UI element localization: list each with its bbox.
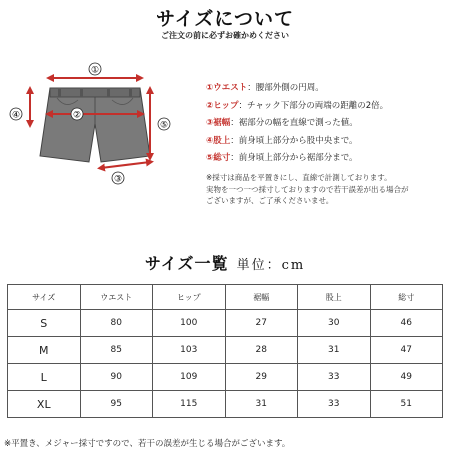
legend-item-waist <box>206 80 446 98</box>
legend-key: ①ウエスト <box>206 83 248 93</box>
size-table-title: サイズ一覧 <box>144 254 229 273</box>
legend-desc: ：チャック下部分の両端の距離の2倍。 <box>238 100 389 111</box>
table-cell: 33 <box>298 364 371 391</box>
legend-item-hem <box>206 115 446 133</box>
note-line: ※採寸は商品を平置きにし、直線で計測しております。 <box>206 173 392 182</box>
legend-item-length <box>206 150 446 168</box>
legend-item-rise <box>206 133 446 151</box>
legend-desc: ：前身頃上部分から裾部分まで。 <box>230 153 358 163</box>
table-cell: 90 <box>80 364 153 391</box>
legend-item-hip <box>206 98 446 116</box>
table-cell: 100 <box>153 310 226 337</box>
column-header: サイズ <box>8 285 81 310</box>
column-header: ヒップ <box>153 285 226 310</box>
legend-desc: ：前身頃上部分から股中央まで。 <box>230 135 358 146</box>
table-cell: M <box>8 337 81 364</box>
legend-key: ③裾幅 <box>206 118 231 128</box>
table-cell: 29 <box>225 364 298 391</box>
table-cell: 27 <box>225 310 298 337</box>
size-table <box>7 284 443 418</box>
marker-4-label: ④ <box>11 110 21 121</box>
table-row <box>8 391 443 418</box>
note-line: ございますが、ご了承くださいませ。 <box>206 196 334 205</box>
table-row <box>8 337 443 364</box>
table-cell: 109 <box>153 364 226 391</box>
legend-desc: ：裾部分の幅を直線で測った値。 <box>230 118 358 128</box>
marker-5-label: ⑤ <box>159 120 169 131</box>
table-cell: 31 <box>225 391 298 418</box>
size-table-unit: 単位：cm <box>236 258 306 273</box>
legend-key: ②ヒップ <box>206 100 239 111</box>
table-cell: 80 <box>80 310 153 337</box>
table-cell: 95 <box>80 391 153 418</box>
marker-3-label: ③ <box>113 174 123 185</box>
marker-2-label: ② <box>72 110 82 121</box>
table-cell: 30 <box>298 310 371 337</box>
page-subtitle: ご注文の前に必ずお確かめください <box>161 31 289 40</box>
page-title: サイズについて <box>155 8 295 30</box>
table-cell: 49 <box>370 364 443 391</box>
note-line: 実物を一つ一つ採寸しておりますので若干誤差が出る場合が <box>206 184 409 194</box>
column-header: 総寸 <box>370 285 443 310</box>
shorts-measurement-diagram <box>0 52 200 192</box>
table-cell: 85 <box>80 337 153 364</box>
legend-desc: ：腰部外側の円周。 <box>247 83 324 93</box>
legend-key: ④股上 <box>206 135 231 146</box>
column-header: 股上 <box>298 285 371 310</box>
size-table-heading <box>0 251 450 274</box>
measurement-legend <box>206 80 446 168</box>
table-cell: 31 <box>298 337 371 364</box>
measurement-note <box>206 172 446 207</box>
legend-key: ⑤総寸 <box>206 153 231 163</box>
table-row <box>8 310 443 337</box>
table-cell: 47 <box>370 337 443 364</box>
footer-note: ※平置き、メジャー採寸ですので、若干の誤差が生じる場合がございます。 <box>4 439 291 449</box>
hem-arrow <box>101 162 150 168</box>
table-cell: 46 <box>370 310 443 337</box>
table-row <box>8 364 443 391</box>
marker-1-label: ① <box>90 65 100 76</box>
table-cell: 51 <box>370 391 443 418</box>
table-cell: 33 <box>298 391 371 418</box>
table-cell: 28 <box>225 337 298 364</box>
column-header: 裾幅 <box>225 285 298 310</box>
table-cell: 115 <box>153 391 226 418</box>
table-cell: L <box>8 364 81 391</box>
table-header-row <box>8 285 443 310</box>
table-cell: S <box>8 310 81 337</box>
table-cell: 103 <box>153 337 226 364</box>
shorts-illustration <box>40 88 150 162</box>
table-cell: XL <box>8 391 81 418</box>
column-header: ウエスト <box>80 285 153 310</box>
